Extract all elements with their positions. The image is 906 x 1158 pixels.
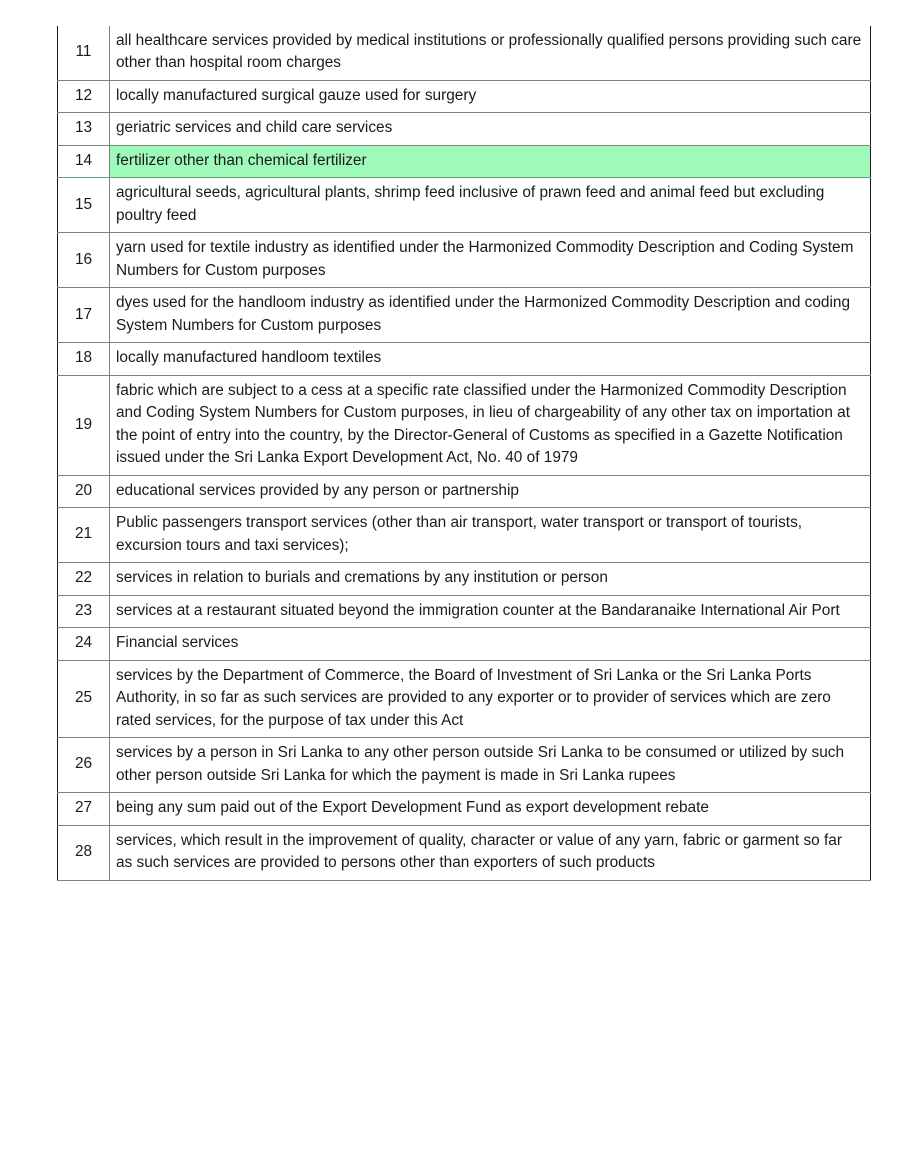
- table-row: [58, 793, 871, 825]
- table-row: [58, 563, 871, 595]
- table-row: [58, 288, 871, 343]
- row-description-cell: Financial services: [110, 628, 871, 660]
- row-number-cell: 26: [58, 738, 110, 793]
- row-number-cell: 19: [58, 375, 110, 475]
- table-row: [58, 178, 871, 233]
- row-description-cell: services by the Department of Commerce, the Board of Investment of Sri Lanka or the Sri Lanka Ports Authority, in so far as such services are provided to any exporter or to provider of services which are zero rated services, for the purpose of tax under this Act: [110, 660, 871, 737]
- row-description-cell: locally manufactured handloom textiles: [110, 343, 871, 375]
- row-description-cell: locally manufactured surgical gauze used for surgery: [110, 80, 871, 112]
- table-row: [58, 343, 871, 375]
- row-number-cell: 13: [58, 113, 110, 145]
- row-number-cell: 20: [58, 475, 110, 507]
- row-description-cell: services by a person in Sri Lanka to any other person outside Sri Lanka to be consumed or utilized by such other person outside Sri Lanka for which the payment is made in Sri Lanka rupees: [110, 738, 871, 793]
- row-description-cell: services, which result in the improvement of quality, character or value of any yarn, fabric or garment so far as such services are provided to persons other than exporters of such products: [110, 825, 871, 880]
- row-description-cell: agricultural seeds, agricultural plants, shrimp feed inclusive of prawn feed and animal feed but excluding poultry feed: [110, 178, 871, 233]
- exempt-items-table: [57, 26, 871, 881]
- table-row: [58, 738, 871, 793]
- row-number-cell: 28: [58, 825, 110, 880]
- row-number-cell: 15: [58, 178, 110, 233]
- row-description-cell: fabric which are subject to a cess at a specific rate classified under the Harmonized Commodity Description and Coding System Numbers for Custom purposes, in lieu of chargeability of any other tax on importation at the point of entry into the country, by the Director-General of Customs as specified in a Gazette Notification issued under the Sri Lanka Export Development Act, No. 40 of 1979: [110, 375, 871, 475]
- table-row: [58, 233, 871, 288]
- row-number-cell: 25: [58, 660, 110, 737]
- row-number-cell: 12: [58, 80, 110, 112]
- table-row: [58, 80, 871, 112]
- row-description-cell: geriatric services and child care services: [110, 113, 871, 145]
- table-row: [58, 628, 871, 660]
- table-row: [58, 113, 871, 145]
- table-row: [58, 595, 871, 627]
- row-number-cell: 24: [58, 628, 110, 660]
- row-description-cell: services in relation to burials and cremations by any institution or person: [110, 563, 871, 595]
- row-description-cell: educational services provided by any person or partnership: [110, 475, 871, 507]
- row-description-cell: Public passengers transport services (other than air transport, water transport or transport of tourists, excursion tours and taxi services);: [110, 508, 871, 563]
- row-number-cell: 17: [58, 288, 110, 343]
- row-description-cell: yarn used for textile industry as identified under the Harmonized Commodity Description and Coding System Numbers for Custom purposes: [110, 233, 871, 288]
- row-description-cell: fertilizer other than chemical fertilizer: [110, 145, 871, 177]
- row-number-cell: 21: [58, 508, 110, 563]
- row-number-cell: 27: [58, 793, 110, 825]
- row-description-cell: all healthcare services provided by medical institutions or professionally qualified persons providing such care other than hospital room charges: [110, 26, 871, 80]
- table-row: [58, 475, 871, 507]
- table-body: [58, 26, 871, 880]
- table-row: [58, 660, 871, 737]
- row-number-cell: 22: [58, 563, 110, 595]
- row-description-cell: being any sum paid out of the Export Development Fund as export development rebate: [110, 793, 871, 825]
- row-number-cell: 18: [58, 343, 110, 375]
- row-number-cell: 11: [58, 26, 110, 80]
- row-number-cell: 16: [58, 233, 110, 288]
- table-row: [58, 508, 871, 563]
- row-number-cell: 14: [58, 145, 110, 177]
- row-description-cell: services at a restaurant situated beyond the immigration counter at the Bandaranaike International Air Port: [110, 595, 871, 627]
- row-description-cell: dyes used for the handloom industry as identified under the Harmonized Commodity Description and coding System Numbers for Custom purposes: [110, 288, 871, 343]
- table-row: [58, 26, 871, 80]
- row-number-cell: 23: [58, 595, 110, 627]
- table-row: [58, 825, 871, 880]
- table-row: [58, 145, 871, 177]
- table-row: [58, 375, 871, 475]
